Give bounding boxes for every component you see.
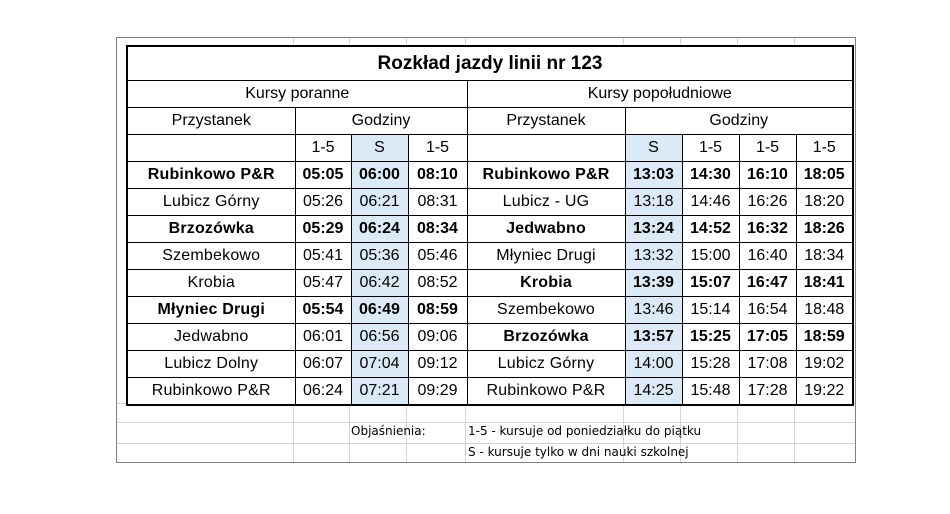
day-code: S [625,135,682,162]
departure-time: 13:24 [625,216,682,243]
departure-time: 06:00 [351,162,408,189]
section-row [127,81,853,108]
departure-time: 14:00 [625,351,682,378]
afternoon-stop-name: Krobia [467,270,625,297]
departure-time: 14:30 [682,162,739,189]
title-row [127,46,853,81]
departure-time: 05:41 [295,243,351,270]
day-code: 1-5 [408,135,467,162]
departure-time: 15:25 [682,324,739,351]
departure-time: 15:00 [682,243,739,270]
departure-time: 14:52 [682,216,739,243]
morning-hours-header: Godziny [295,108,467,135]
departure-time: 05:29 [295,216,351,243]
morning-stop-name: Lubicz Górny [127,189,295,216]
departure-time: 15:28 [682,351,739,378]
afternoon-stop-name: Rubinkowo P&R [467,162,625,189]
departure-time: 08:59 [408,297,467,324]
morning-stop-name: Młyniec Drugi [127,297,295,324]
departure-time: 18:05 [796,162,853,189]
departure-time: 18:34 [796,243,853,270]
departure-time: 16:54 [739,297,796,324]
departure-time: 13:57 [625,324,682,351]
departure-time: 17:28 [739,378,796,406]
afternoon-stop-name: Młyniec Drugi [467,243,625,270]
departure-time: 16:26 [739,189,796,216]
departure-time: 18:41 [796,270,853,297]
departure-time: 17:05 [739,324,796,351]
afternoon-stop-name: Lubicz Górny [467,351,625,378]
departure-time: 16:47 [739,270,796,297]
departure-time: 16:32 [739,216,796,243]
day-code: 1-5 [682,135,739,162]
departure-time: 08:10 [408,162,467,189]
timetable-row [127,162,853,189]
morning-stop-name: Jedwabno [127,324,295,351]
departure-time: 06:07 [295,351,351,378]
departure-time: 07:21 [351,378,408,406]
departure-time: 14:25 [625,378,682,406]
departure-time: 06:01 [295,324,351,351]
departure-time: 13:32 [625,243,682,270]
departure-time: 06:21 [351,189,408,216]
morning-stop-name: Brzozówka [127,216,295,243]
timetable [126,45,854,406]
departure-time: 06:24 [351,216,408,243]
departure-time: 05:36 [351,243,408,270]
morning-stop-header: Przystanek [127,108,295,135]
morning-stop-name: Rubinkowo P&R [127,378,295,406]
departure-time: 06:56 [351,324,408,351]
empty-cell [127,135,295,162]
timetable-row [127,270,853,297]
afternoon-stop-name: Jedwabno [467,216,625,243]
header-row [127,108,853,135]
departure-time: 06:42 [351,270,408,297]
afternoon-stop-name: Rubinkowo P&R [467,378,625,406]
departure-time: 19:02 [796,351,853,378]
grid-line [117,422,855,423]
departure-time: 05:26 [295,189,351,216]
empty-cell [467,135,625,162]
legend-line-school: S - kursuje tylko w dni nauki szkolnej [468,445,689,459]
day-code-row [127,135,853,162]
legend-label: Objaśnienia: [351,424,426,438]
day-code: S [351,135,408,162]
afternoon-hours-header: Godziny [625,108,853,135]
grid-line [117,443,855,444]
day-code: 1-5 [796,135,853,162]
morning-stop-name: Szembekowo [127,243,295,270]
legend-line-weekdays: 1-5 - kursuje od poniedziałku do piątku [468,424,702,438]
departure-time: 06:49 [351,297,408,324]
departure-time: 15:07 [682,270,739,297]
afternoon-section-label: Kursy popołudniowe [467,81,853,108]
departure-time: 18:59 [796,324,853,351]
departure-time: 16:10 [739,162,796,189]
morning-stop-name: Rubinkowo P&R [127,162,295,189]
departure-time: 18:48 [796,297,853,324]
timetable-row [127,243,853,270]
departure-time: 13:18 [625,189,682,216]
day-code: 1-5 [295,135,351,162]
departure-time: 06:24 [295,378,351,406]
morning-stop-name: Lubicz Dolny [127,351,295,378]
departure-time: 05:47 [295,270,351,297]
departure-time: 09:06 [408,324,467,351]
morning-section-label: Kursy poranne [127,81,467,108]
departure-time: 13:39 [625,270,682,297]
departure-time: 13:03 [625,162,682,189]
departure-time: 07:04 [351,351,408,378]
departure-time: 16:40 [739,243,796,270]
afternoon-stop-name: Lubicz - UG [467,189,625,216]
timetable-row [127,351,853,378]
timetable-row [127,378,853,406]
timetable-row [127,216,853,243]
departure-time: 13:46 [625,297,682,324]
departure-time: 17:08 [739,351,796,378]
timetable-row [127,297,853,324]
timetable-row [127,324,853,351]
afternoon-stop-name: Szembekowo [467,297,625,324]
departure-time: 05:54 [295,297,351,324]
departure-time: 09:12 [408,351,467,378]
departure-time: 09:29 [408,378,467,406]
departure-time: 08:34 [408,216,467,243]
departure-time: 18:20 [796,189,853,216]
departure-time: 19:22 [796,378,853,406]
timetable-body [127,162,853,406]
timetable-title: Rozkład jazdy linii nr 123 [127,46,853,81]
departure-time: 05:46 [408,243,467,270]
departure-time: 15:48 [682,378,739,406]
afternoon-stop-name: Brzozówka [467,324,625,351]
morning-stop-name: Krobia [127,270,295,297]
departure-time: 08:52 [408,270,467,297]
timetable-row [127,189,853,216]
day-code: 1-5 [739,135,796,162]
departure-time: 08:31 [408,189,467,216]
afternoon-stop-header: Przystanek [467,108,625,135]
departure-time: 05:05 [295,162,351,189]
departure-time: 15:14 [682,297,739,324]
departure-time: 14:46 [682,189,739,216]
departure-time: 18:26 [796,216,853,243]
